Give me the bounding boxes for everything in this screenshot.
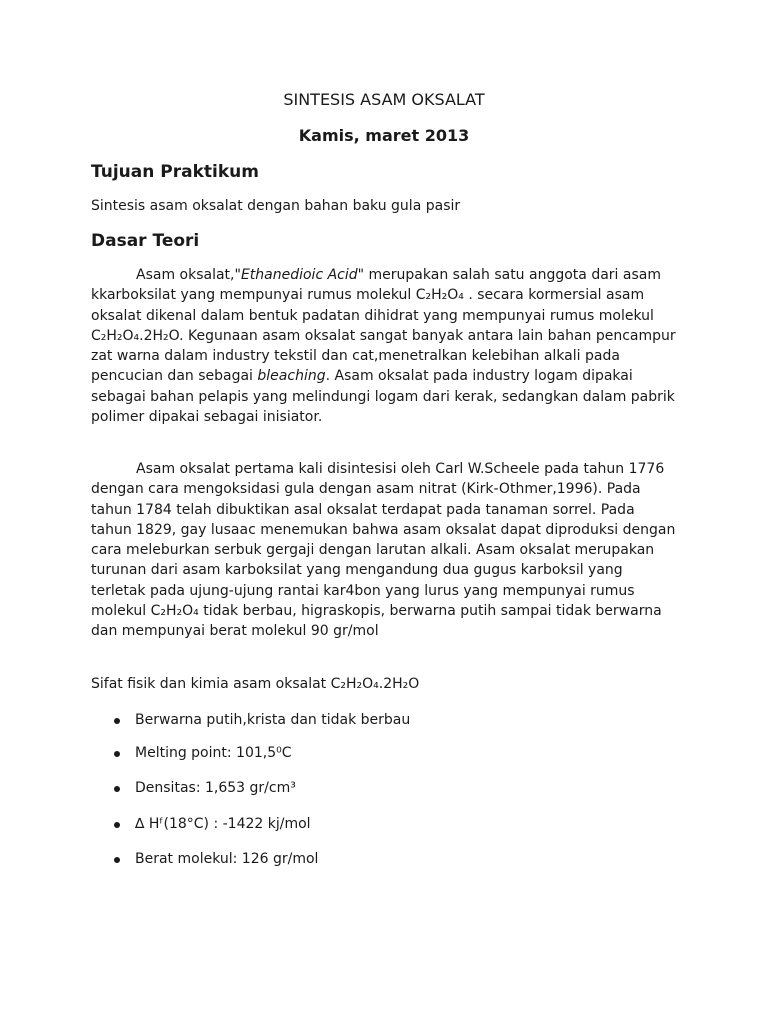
bullet-icon xyxy=(114,786,120,792)
properties-intro: Sifat fisik dan kimia asam oksalat C₂H₂O₄.2H₂O xyxy=(91,676,420,692)
document-title: SINTESIS ASAM OKSALAT xyxy=(283,90,485,109)
paragraph-1-italic-term: "Ethanedioic Acid" xyxy=(234,267,365,283)
paragraph-1-body: merupakan salah satu anggota dari asam kkarboksilat yang mempunyai rumus molekul C₂H₂O₄ . secara kormersial asam oksalat dikenal dalam bentuk padatan dihidrat yang mempunyai rumus molekul C₂H₂O₄.2H₂O. Kegunaan asam oksalat sangat banyak antara lain bahan pencampur zat warna dalam industry tekstil dan cat,menetralkan kelebihan alkali pada pencucian dan sebagai xyxy=(91,267,676,385)
paragraph-1-intro: Asam oksalat, xyxy=(136,267,235,283)
paragraph-1-end: . Asam oksalat pada industry logam dipakai sebagai bahan pelapis yang melindungi logam dari kerak, sedangkan dalam pabrik polimer dipakai sebagai inisiator. xyxy=(91,368,675,426)
document-date: Kamis, maret 2013 xyxy=(298,126,470,145)
heading-dasar-teori: Dasar Teori xyxy=(91,231,200,251)
tujuan-text: Sintesis asam oksalat dengan bahan baku gula pasir xyxy=(91,198,461,214)
document-page: SINTESIS ASAM OKSALAT Kamis, maret 2013 Tujuan Praktikum Sintesis asam oksalat dengan bahan baku gula pasir Dasar Teori Asam oksalat,"Ethanedioic Acid" merupakan salah satu anggota dari asam kkarboksilat yang mempunyai rumus molekul C₂H₂O₄ . secara kormersial asam oksalat dikenal dalam bentuk padatan dihidrat yang mempunyai rumus molekul C₂H₂O₄.2H₂O. Kegunaan asam oksalat sangat banyak antara lain bahan pencampur zat warna dalam industry tekstil dan cat,menetralkan kelebihan alkali pada pencucian dan sebagai bleaching. Asam oksalat pada industry logam dipakai sebagai bahan pelapis yang melindungi logam dari kerak, sedangkan dalam pabrik polimer dipakai sebagai inisiator. Asam oksalat pertama kali disintesisi oleh Carl W.Scheele pada tahun 1776 dengan cara mengoksidasi gula dengan asam nitrat (Kirk-Othmer,1996). Pada tahun 1784 telah dibuktikan asal oksalat terdapat pada tanaman sorrel. Pada tahun 1829, gay lusaac menemukan bahwa asam oksalat dapat diproduksi dengan cara meleburkan serbuk gergaji dengan larutan alkali. Asam oksalat merupakan turunan dari asam karboksilat yang mengandung dua gugus karboksil yang terletak pada ujung-ujung rantai kar4bon yang lurus yang mempunyai rumus molekul C₂H₂O₄ tidak berbau, higraskopis, berwarna putih sampai tidak berwarna dan mempunyai berat molekul 90 gr/mol Sifat fisik dan kimia asam oksalat C₂H₂O₄.2H₂O Berwarna putih,krista dan tidak berbau Melting point: 101,5⁰C Densitas: 1,653 gr/cm³ ∆ Hᶠ(18°C) : -1422 kj/mol Berat molekul: 126 gr/mol xyxy=(0,0,768,1024)
heading-tujuan-praktikum: Tujuan Praktikum xyxy=(91,162,259,182)
bullet-icon xyxy=(114,822,120,828)
paragraph-1-italic-word: bleaching xyxy=(257,368,326,385)
bullet-icon xyxy=(114,751,120,757)
paragraph-2: Asam oksalat pertama kali disintesisi oleh Carl W.Scheele pada tahun 1776 dengan cara mengoksidasi gula dengan asam nitrat (Kirk-Othmer,1996). Pada tahun 1784 telah dibuktikan asal oksalat terdapat pada tanaman sorrel. Pada tahun 1829, gay lusaac menemukan bahwa asam oksalat dapat diproduksi dengan cara meleburkan serbuk gergaji dengan larutan alkali. Asam oksalat merupakan turunan dari asam karboksilat yang mengandung dua gugus karboksil yang terletak pada ujung-ujung rantai kar4bon yang lurus yang mempunyai rumus molekul C₂H₂O₄ tidak berbau, higraskopis, berwarna putih sampai tidak berwarna dan mempunyai berat molekul 90 gr/mol xyxy=(91,461,676,640)
bullet-icon xyxy=(114,718,120,724)
bullet-icon xyxy=(114,857,120,863)
paragraph-1 xyxy=(91,265,677,427)
